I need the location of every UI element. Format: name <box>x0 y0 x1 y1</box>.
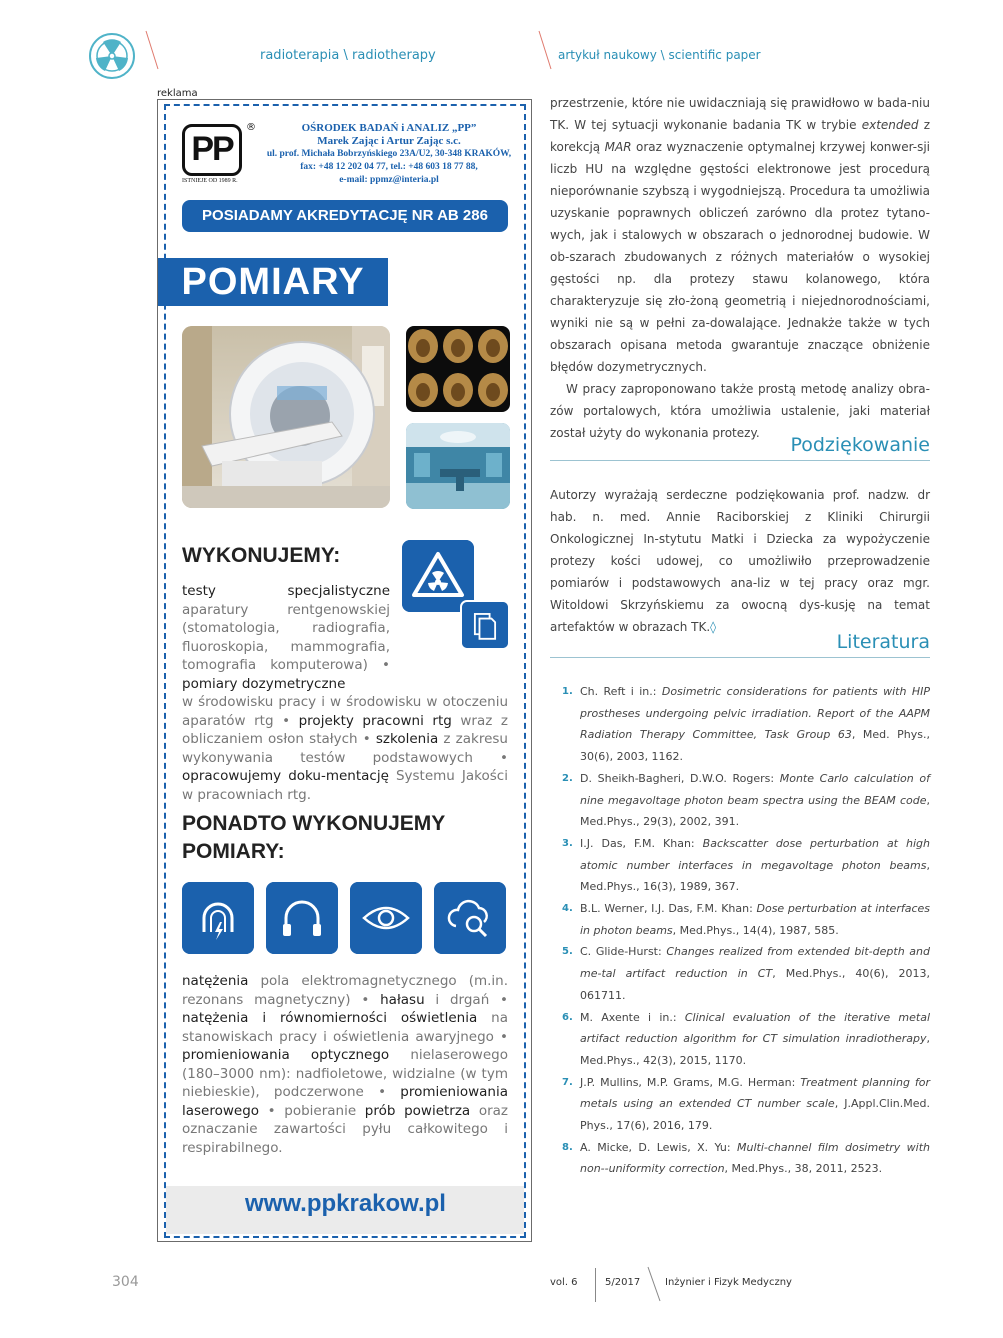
services-list <box>182 582 508 804</box>
service-highlight: testy specjalistyczne <box>182 583 390 599</box>
reference-source: , Med.Phys., 38, 2011, 2523. <box>724 1162 883 1176</box>
measurements-heading: PONADTO WYKONUJEMY POMIARY: <box>182 812 445 863</box>
text-run: przestrzenie, które nie uwidaczniają się prawidłowo w bada-niu TK. W tej sytuacji wykonanie badania TK w trybie <box>550 96 930 132</box>
company-owners: Marek Zając i Artur Zając s.c. <box>317 135 461 147</box>
accreditation-badge: POSIADAMY AKREDYTACJĘ NR AB 286 <box>182 200 508 232</box>
paragraph <box>550 92 930 378</box>
company-logo: PP <box>182 124 242 176</box>
reference-title: Changes realized from extended bit-depth and me-tal artifact reduction in CT <box>580 945 930 981</box>
reference-source: , Med.Phys., 14(4), 1987, 585. <box>672 923 839 937</box>
company-info <box>258 122 520 187</box>
reference-source: , Med.Phys., 29(3), 2002, 391. <box>580 793 930 829</box>
reference-source: , J.Appl.Clin.Med. Phys., 17(6), 2016, 179. <box>580 1097 930 1133</box>
footer-divider <box>647 1266 661 1302</box>
measurement-text: oraz oznaczanie zawartości pyłu całkowitego i respirabilnego. <box>182 1102 508 1156</box>
service-highlight: pomiary dozymetryczne <box>182 675 346 692</box>
service-highlight: opracowujemy doku-mentację <box>182 768 389 784</box>
reference-source: , Med.Phys., 40(6), 2013, 061711. <box>580 967 930 1002</box>
journal-name: Inżynier i Fizyk Medyczny <box>665 1277 792 1288</box>
acknowledgement-heading: Podziękowanie <box>550 434 930 461</box>
text-run: MAR <box>604 140 632 154</box>
reference-item <box>562 681 930 768</box>
reference-authors: A. Micke, D. Lewis, X. Yu: <box>580 1140 737 1154</box>
measurement-text: i drgań • <box>424 991 508 1008</box>
reference-title: Clinical evaluation of the iterative metal artifact reduction algorithm for CT simulation inradiotherapy <box>580 1010 930 1046</box>
services-heading: WYKONUJEMY: <box>182 544 341 567</box>
header-article-type: artykuł naukowy \ scientific paper <box>558 48 761 62</box>
reference-item <box>562 1137 930 1180</box>
company-phone: fax: +48 12 202 04 77, tel.: +48 603 18 77 88, <box>300 162 478 172</box>
company-address: ul. prof. Michała Bobrzyńskiego 23A/U2, 30-348 KRAKÓW, <box>266 149 512 159</box>
mri-scanner-photo <box>182 326 390 508</box>
service-text: aparatury rentgenowskiej (stomatologia, radiografia, fluoroskopia, mammografia, tomografia komputerowa) • <box>182 601 390 673</box>
reference-title: Treatment planning for metals using an extended CT number scale <box>580 1075 930 1111</box>
reference-number: 2. <box>562 772 573 784</box>
reference-number: 7. <box>562 1076 573 1088</box>
volume: vol. 6 <box>550 1277 578 1288</box>
ad-website-link[interactable]: www.ppkrakow.pl <box>245 1190 446 1217</box>
reference-number: 5. <box>562 946 573 958</box>
issue: 5/2017 <box>605 1277 641 1288</box>
service-text: w środowisku pracy i w środowisku w otoczeniu aparatów rtg • <box>182 694 508 729</box>
reference-number: 1. <box>562 686 573 697</box>
measurement-text: pola elektromagnetycznego (m.in. rezonans magnetyczny) • <box>182 973 508 1008</box>
service-text: wraz z obliczaniem osłon stałych • <box>182 712 508 747</box>
reference-source: , Med. Phys., 30(6), 2003, 1162. <box>580 728 930 764</box>
page-number: 304 <box>112 1274 139 1290</box>
reference-item <box>562 898 930 941</box>
reference-source: , Med.Phys., 16(3), 1989, 367. <box>580 858 930 894</box>
ct-scan-images-photo <box>406 326 510 412</box>
service-text: Systemu Jakości w pracowniach rtg. <box>182 768 508 803</box>
reference-item <box>562 833 930 898</box>
cloud-search-icon <box>434 882 506 954</box>
reference-authors: M. Axente i in.: <box>580 1010 685 1024</box>
measurement-highlight: prób powietrza <box>364 1102 471 1119</box>
reference-number: 4. <box>562 903 573 915</box>
headphones-icon <box>266 882 338 954</box>
reference-source: , Med.Phys., 42(3), 2015, 1170. <box>580 1032 930 1067</box>
reference-title: Monte Carlo calculation of nine megavoltage photon beam spectra using the BEAM code <box>580 771 931 807</box>
text-run: extended <box>861 118 919 132</box>
measurement-text: nielaserowego (180–3000 nm): nadfioletowe, widzialne (w tym niebieskie), podczerwone • <box>182 1047 508 1100</box>
company-name: OŚRODEK BADAŃ i ANALIZ „PP” <box>301 122 477 134</box>
logo-since: ISTNIEJE OD 1989 R. <box>182 178 238 184</box>
reference-item <box>562 768 930 833</box>
reference-item <box>562 1072 930 1137</box>
measurement-highlight: natężenia i równomierności oświetlenia <box>182 1010 478 1026</box>
service-highlight: projekty pracowni rtg <box>298 712 452 729</box>
measurement-highlight: natężenia <box>182 973 249 989</box>
reference-title: Backscatter dose perturbation at high atomic number interfaces in megavoltage photon beams <box>580 836 930 872</box>
text-run: oraz wyznaczenie optymalnej krzywej konwer-sji liczb HU na względne gęstości elektronowe jest procedurą nieporównanie szybszą i wygodniejszą. Procedura ta umożliwia uzyskanie poprawnych obliczeń zarówno dla protez tytano-wych, jak i stalowych w obszarach o jednorodnej budowie. W ob-szarach zbudowanych z różnych materiałów o wysokiej gęstości np. dla protezy stawu kolanowego, która charakteryzuje się zło-żoną geometrią i niejednorodnościami, wyniki nie są w pełni za-dowalające. Jednakże także w tych obszarach opisana metoda gwarantuje znaczące obniżenie błędów dozymetrycznych. <box>550 140 931 374</box>
reference-title: Dosimetric considerations for patients with HIP prostheses undergoing pelvic irradiation. Report of the AAPM Radiation Therapy Committee, Task Group 63 <box>580 685 930 742</box>
measurement-text: • pobieranie <box>259 1102 365 1119</box>
reference-number: 6. <box>562 1011 573 1023</box>
pomiary-banner: POMIARY <box>158 258 388 306</box>
measurements-list <box>182 972 508 1157</box>
ad-tag: reklama <box>157 88 198 99</box>
reference-title: Dose perturbation at interfaces in photon beams <box>580 902 931 937</box>
journal-logo-icon <box>88 32 136 80</box>
service-text: z zakresu wykonywania testów podstawowych • <box>182 731 508 766</box>
service-highlight: szkolenia <box>375 731 439 747</box>
reference-authors: J.P. Mullins, M.P. Grams, M.G. Herman: <box>580 1075 801 1089</box>
footer-divider <box>595 1268 596 1302</box>
measurement-highlight: promieniowania laserowego <box>182 1084 508 1119</box>
reference-authors: B.L. Werner, I.J. Das, F.M. Khan: <box>580 902 757 916</box>
measurement-highlight: hałasu <box>380 991 425 1008</box>
operating-room-photo <box>406 423 510 509</box>
header-divider <box>145 30 159 70</box>
magnet-icon <box>182 882 254 954</box>
measurement-text: na stanowiskach pracy i oświetlenia awaryjnego • <box>182 1010 508 1045</box>
article-body <box>550 92 930 444</box>
reference-list <box>562 681 930 1180</box>
reference-authors: D. Sheikh-Bagheri, D.W.O. Rogers: <box>580 771 780 785</box>
text-run: Autorzy wyrażają serdeczne podziękowania prof. nadzw. dr hab. n. med. Annie Raciborskiej z Kliniki Chirurgii Onkologicznej In-stytutu Matki i Dziecka za wypożyczenie protezy kości udowej, co umożliwiło przeprowadzenie pomiarów i podstawowych ana-liz w tej pracy oraz mgr. Witoldowi Skrzyńskiemu za owocną dys-kusję na temat artefaktów w obrazach TK. <box>550 488 930 634</box>
reference-item <box>562 941 930 1006</box>
reference-number: 8. <box>562 1141 573 1153</box>
registered-mark: ® <box>246 122 256 133</box>
header-divider <box>538 30 552 70</box>
reference-authors: I.J. Das, F.M. Khan: <box>580 836 703 850</box>
eye-icon <box>350 882 422 954</box>
company-email: e-mail: ppmz@interia.pl <box>339 175 439 185</box>
reference-title: Multi-channel film dosimetry with non--uniformity correction <box>580 1140 931 1176</box>
advertisement <box>157 99 532 1242</box>
measurement-highlight: promieniowania optycznego <box>182 1047 390 1063</box>
paragraph: W pracy zaproponowano także prostą metodę analizy obra-zów portalowych, która umożliwia ustalenie, jaki materiał został użyty do wykonania protezy. <box>550 382 930 440</box>
reference-authors: C. Glide-Hurst: <box>580 945 667 959</box>
text-run: z korekcją <box>550 118 930 154</box>
header-section: radioterapia \ radiotherapy <box>260 48 436 63</box>
reference-number: 3. <box>562 837 573 849</box>
reference-item <box>562 1007 930 1072</box>
end-mark-icon: ◊ <box>710 620 717 634</box>
acknowledgement-text <box>550 484 930 638</box>
reference-authors: Ch. Reft i in.: <box>580 685 662 698</box>
literature-heading: Literatura <box>550 631 930 658</box>
